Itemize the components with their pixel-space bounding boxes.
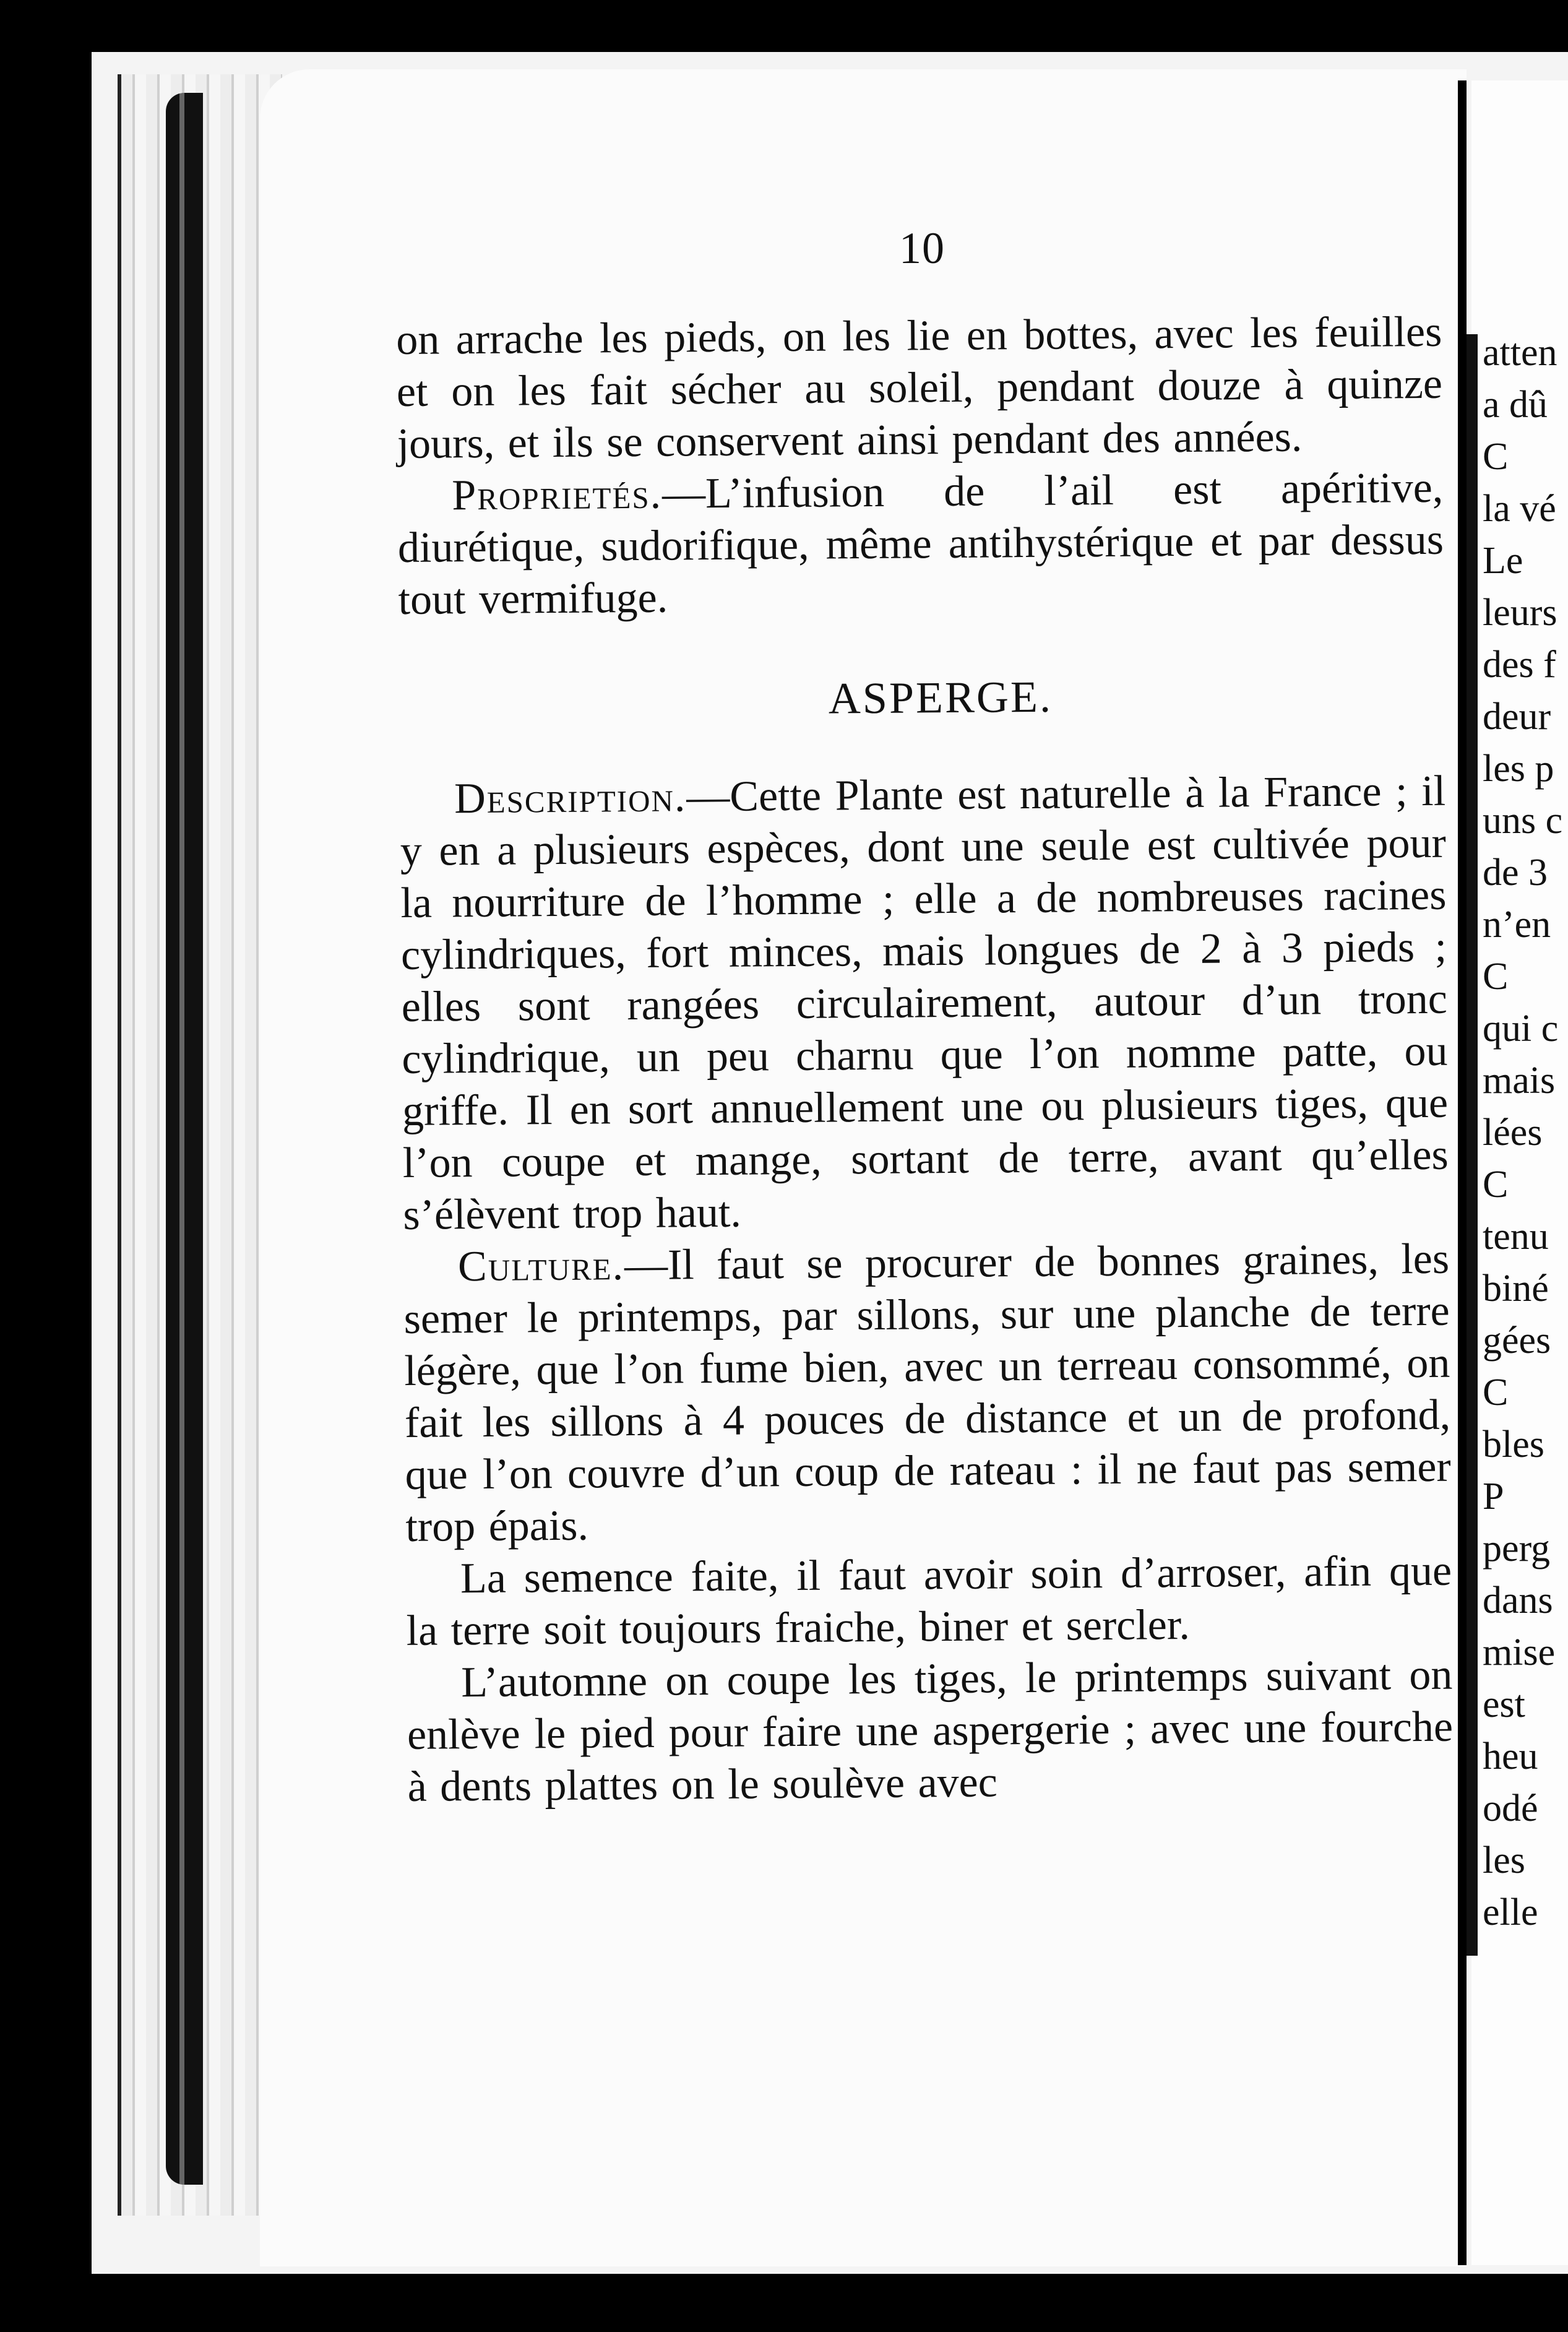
right-page-line: les — [1483, 1839, 1525, 1881]
section-label-proprietes: Proprietés. — [452, 470, 663, 520]
right-page-line: uns c — [1483, 800, 1563, 842]
right-page-line: de 3 — [1483, 852, 1548, 894]
right-page-line: deur — [1483, 696, 1551, 738]
right-page-line: leurs — [1483, 592, 1557, 634]
right-page-line: dans — [1483, 1579, 1553, 1622]
right-page-line: P — [1483, 1475, 1504, 1518]
culture-text: —Il faut se procurer de bonnes graines, les semer le printemps, par sillons, sur une planche de terre légère, que l’on fume bien, avec un terreau consommé, on fait les sillons à 4 pouces de distance et un de profond, que l’on couvre d’un coup de rateau : il ne faut pas semer trop épais. — [403, 1235, 1451, 1551]
section-label-culture: Culture. — [457, 1242, 625, 1291]
paragraph-culture — [403, 1233, 1452, 1553]
right-page-line: lées — [1483, 1112, 1543, 1154]
right-page-line: C — [1483, 436, 1509, 478]
right-page-line: C — [1483, 1164, 1509, 1206]
right-page-line: est — [1483, 1683, 1525, 1725]
page-number: 10 — [899, 223, 945, 273]
right-page-line: C — [1483, 956, 1509, 998]
right-page-line: n’en — [1483, 904, 1551, 946]
right-page-line: la vé — [1483, 488, 1556, 530]
right-page-line: mais — [1483, 1060, 1556, 1102]
right-page-line: perg — [1483, 1527, 1551, 1570]
right-page-line: tenu — [1483, 1216, 1549, 1258]
right-page-line: des f — [1483, 644, 1556, 686]
right-page-line: mise — [1483, 1631, 1556, 1673]
right-page-line: heu — [1483, 1735, 1538, 1777]
right-page-line: odé — [1483, 1787, 1538, 1829]
proprietes-text: —L’infusion de l’ail est apéritive, diurétique, sudorifique, même antihystérique et par dessus tout vermifuge. — [397, 464, 1444, 624]
right-page-line: elle — [1483, 1891, 1538, 1933]
page-body — [396, 306, 1454, 1813]
paragraph-description — [400, 766, 1449, 1242]
paragraph-automne: L’automne on coupe les tiges, le printemps suivant on enlève le pied pour faire une aspergerie ; avec une fourche à dents plattes on le soulève avec — [407, 1651, 1454, 1811]
gutter — [1458, 80, 1467, 2265]
paragraph-semence: La semence faite, il faut avoir soin d’arroser, afin que la terre soit toujours fraiche, biner et sercler. — [406, 1547, 1452, 1655]
right-page-line: biné — [1483, 1267, 1549, 1310]
paragraph-proprietes — [397, 462, 1444, 626]
right-page-line: a dû — [1483, 384, 1548, 426]
right-page-line: les p — [1483, 748, 1554, 790]
right-page-shadow — [1467, 334, 1478, 1956]
book-spine-shadow — [166, 93, 203, 2185]
right-page-line: qui c — [1483, 1008, 1559, 1050]
section-heading-asperge: ASPERGE. — [828, 672, 1053, 723]
right-page-line: atten — [1483, 332, 1557, 374]
right-page-line: gées — [1483, 1319, 1551, 1362]
right-page-line: bles — [1483, 1423, 1544, 1466]
description-text: —Cette Plante est naturelle à la France ; il y en a plusieurs espèces, dont une seule est cultivée pour la nourriture de l’homme ; elle a de nombreuses racines cylindriques, fort minces, mais longues de 2 à 3 pieds ; elles sont rangées circulairement, autour d’un tronc cylindrique, un peu charnu que l’on nomme patte, ou griffe. Il en sort annuellement une ou plusieurs tiges, que l’on coupe et mange, sortant de terre, avant qu’elles s’élèvent trop haut. — [400, 767, 1449, 1239]
section-label-description: Description. — [454, 773, 687, 823]
right-page-text — [1483, 327, 1568, 1938]
right-page-line: Le — [1483, 540, 1523, 582]
paragraph-ail-conservation: on arrache les pieds, on les lie en bottes, avec les feuilles et on les fait sécher au soleil, pendant douze à quinze jours, et ils se conservent ainsi pendant des années. — [396, 308, 1443, 468]
right-page-line: C — [1483, 1371, 1509, 1414]
